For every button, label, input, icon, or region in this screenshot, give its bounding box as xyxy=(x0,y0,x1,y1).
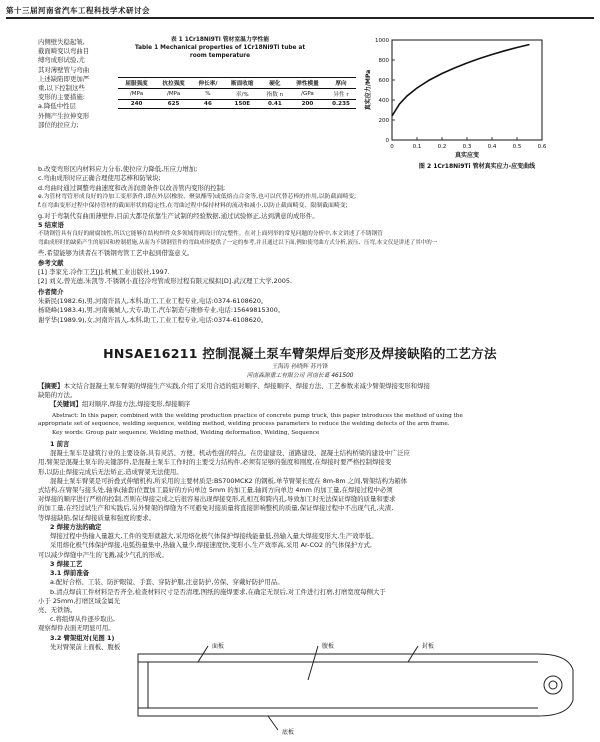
conclusion-line: 弯曲成形时的缺陷产生的原因和控制措施,从而为不锈钢管件的弯曲成形提供了一定的参考,并且通过以下面,例如使弯曲方式分析,液压、压弯,本文仅是讲述了其中的一 xyxy=(38,240,438,247)
x-tick-label: 0.5 xyxy=(512,144,522,150)
measures-b-c xyxy=(38,165,358,183)
figure-label-bottom-plate: 底板 xyxy=(282,729,295,736)
x-tick-label: 0.4 xyxy=(487,144,497,150)
subsection-heading: 3.1 焊前准备 xyxy=(50,569,90,578)
section-line: 混凝土泵车臂架是可折叠式伸缩机构,所采用的主要材质是:BS700MCK2 的钢板,单节臂架长度在 8m-8m 之间,臂架结构为箱体 xyxy=(50,476,408,485)
left-line: 部位的拉应力; xyxy=(38,120,79,129)
section-line: 观察焊件表面无明显可用。 xyxy=(38,624,115,633)
table-value-cell: 0.235 xyxy=(326,100,356,109)
table-unit-row xyxy=(118,89,356,100)
bio-heading: 作者简介 xyxy=(38,288,64,296)
figure-label-seal-plate: 封板 xyxy=(422,643,435,650)
y-tick-label: 1000 xyxy=(375,38,389,44)
section-line: 用,臂架是混凝土泵车的关键部件,是混凝土泵车工作时的主要受力结构件,必须有足够的强度和刚度,在焊接时要严格控制焊接变 xyxy=(38,458,392,467)
section-2 xyxy=(38,523,594,560)
conclusion-line: 些,希望能够为读者在不锈钢弯管工艺中起到借鉴意义。 xyxy=(38,248,194,257)
bio-item: 杨晓峰(1983.4),男,河南襄城人,大专,助工,汽车制造与维修专业,电话:15649815300。 xyxy=(38,306,285,315)
section-line: b.清点焊前工件材料是否齐全,检查材料尺寸是否清理,图纸的施焊要求,在确定无误后,对工件进行打磨,打磨宽度每侧大于 xyxy=(50,587,386,596)
keywords-label: 【关键词】 xyxy=(50,400,82,409)
table-value-cell: 46 xyxy=(192,100,224,109)
table-unit-cell: /MPa xyxy=(155,89,192,100)
section-line: 小于 25mm,打磨区域金属光 xyxy=(38,596,121,605)
pin-hole xyxy=(544,676,562,694)
section-line: 式结构,在臂架与接头处,轴承(轴套)位置加工最好的方向单边 5mm 的加工量,轴间方向单边 4mm 的加工量,在焊接过程中必须 xyxy=(38,486,393,495)
section-line: 可以减少焊缝中产生的飞溅,减少气孔的形成。 xyxy=(38,550,168,559)
table-header-cell: 抗拉强度 xyxy=(155,78,192,89)
table-header-cell: 弹性模量 xyxy=(289,78,326,89)
keywords-text: 组对顺序,焊接方法,焊接变形,焊接顺序 xyxy=(81,400,191,409)
reference-item: [2] 刘义,曾光德,朱凯等.不锈钢小直径冷弯管成形过程有限元模拟[D].武汉理工大学,2005. xyxy=(38,277,292,286)
abstract-label: 【摘要】 xyxy=(38,382,64,390)
table-header-cell: 伸长率/ xyxy=(192,78,224,89)
x-tick-label: 0.2 xyxy=(437,144,447,150)
table-caption-en-2: room temperature xyxy=(189,53,251,59)
leader-line xyxy=(268,716,278,730)
table-unit-cell: 异性 r xyxy=(326,89,356,100)
abstract-en-line: appropriate set of sequence, welding sequence, welding method, welding process parameters to reduce the welding defects of the arm frame. xyxy=(38,421,450,428)
author-bios xyxy=(38,288,594,325)
table-unit-cell: /MPa xyxy=(118,89,155,100)
bio-item: 朱新民(1982.6),男,河南许昌人,本科,助工,工业工程专业,电话:0374-6108620。 xyxy=(38,297,268,306)
x-tick-label: 0.6 xyxy=(537,144,547,150)
stress-strain-curve xyxy=(392,45,530,117)
left-line: 内侧壁失稳起皱, xyxy=(38,38,85,46)
stress-strain-figure xyxy=(362,34,594,184)
y-tick-label: 0 xyxy=(385,138,389,144)
measure-line: c.弯曲成形时应正确合理使用芯棒和防皱块; xyxy=(38,174,161,183)
section-line: a.配好合格、工装、防护眼镜、手套、穿防护服,注意防护,劳保、穿戴好防护用品。 xyxy=(50,578,284,587)
article-authors: 王海涛 孙晓辉 苏丹锋 xyxy=(272,364,328,370)
conclusion-line: 不锈钢管具有良好的耐腐蚀性,所以它能够在结构焊件众多领域得到设计的完整性。在对上面列举的常见问题的分析中,本文讲述了不锈钢管 xyxy=(38,231,383,238)
table-value-cell: 150E xyxy=(224,100,261,109)
y-axis-label: 真实应力/MPa xyxy=(365,69,372,111)
arm-frame-figure xyxy=(118,640,588,738)
y-tick-label: 200 xyxy=(378,118,389,124)
table-caption xyxy=(120,36,320,60)
bio-item: 谢学华(1989.9),女,河南许昌人,本科,助工,工业工程专业,电话:0374-6108620。 xyxy=(38,315,268,324)
measures-d-g xyxy=(38,184,594,221)
abstract-cn-line-1 xyxy=(38,382,594,391)
measure-line: b.改变弯形区内材料应力分布,使拉应力降低,压应力增加; xyxy=(38,165,198,173)
y-tick-label: 400 xyxy=(378,98,389,104)
abstract-text: 缺陷的方法。 xyxy=(38,391,77,400)
measure-line: e.为管材弯管形成良好的冷加工变形条件,即在外层(橡胶、聚氨酯等)或低熔点合金等,也可以代替芯棒的作用,以防截面畸变; xyxy=(38,194,357,201)
table-caption-cn: 表 1 1Cr18Ni9Ti 管材室温力学性能 xyxy=(170,37,270,43)
section-line: 采用熔化极气体保护焊接,电弧热量集中,热输入量少,焊接速度快,变形小,生产效率高,采用 Ar-CO2 的气体保护方式, xyxy=(50,541,372,550)
table-caption-en: Table 1 Mechanical properties of 1Cr18Ni9Ti tube at xyxy=(134,45,306,51)
table-header-cell: 屈服强度 xyxy=(118,78,155,89)
running-header: 第十三届河南省汽车工程科技学术研讨会 xyxy=(6,6,150,15)
properties-table xyxy=(118,77,356,109)
abstract-en xyxy=(38,412,594,437)
reference-item: [1] 李家光.冷作工艺[J].机械工业出版社,1997. xyxy=(38,268,170,277)
left-line: a.降低中性层 xyxy=(38,102,76,111)
references-heading: 参考文献 xyxy=(38,259,64,267)
y-tick-label: 600 xyxy=(378,78,389,84)
table-unit-cell: % xyxy=(192,89,224,100)
section-line: 先对臂架前上面板、腹板 xyxy=(50,642,121,651)
section-heading: 2 焊接方法的确定 xyxy=(50,523,102,531)
left-column-text xyxy=(38,38,112,130)
section-line: 混凝土泵车是建筑行业的主要设备,具有灵活、方便、机动性强的特点。在房建建设、道路建设、混凝土结构桥梁的建设中广泛应 xyxy=(50,449,410,458)
table-value-cell: 200 xyxy=(289,100,326,109)
measure-line: g.对于弯制代有曲面薄壁件,目前大都是依靠生产试制的经验数据,通过试验修正,达到满意的成形件。 xyxy=(38,211,319,220)
section-heading: 1 前言 xyxy=(50,440,70,448)
end-plate xyxy=(138,662,148,708)
left-line: 重,以下控制这些 xyxy=(38,84,85,93)
table-header-cell: 硬化 xyxy=(261,78,289,89)
keywords-cn-line xyxy=(38,400,594,409)
x-tick-label: 0.3 xyxy=(462,144,472,150)
conclusion-heading: 5 结束语 xyxy=(38,221,64,229)
table-value-cell: 625 xyxy=(155,100,192,109)
table-header-cell: 断面收缩 xyxy=(224,78,261,89)
section-line: 对焊接的顺序进行严格的控制,否则在焊接完成之后很容易出现焊接变形,孔相互和跨内孔,导致加工时无法保证焊缝的质量和要求 xyxy=(38,495,396,504)
x-axis-label: 真实应变 xyxy=(454,152,480,159)
references xyxy=(38,259,594,287)
section-line: c.将组焊从件逐步取出, xyxy=(50,615,116,624)
article-affiliation: 河南森源重工有限公司 河南长葛 461500 xyxy=(246,373,354,379)
measure-line: f.在弯曲变形过程中保持管材的截面形状的稳定性,在弯曲过程中保持材料的流动和减小,以防止截面畸变、限制截面畸变; xyxy=(38,203,348,210)
table-unit-cell: 率/% xyxy=(224,89,261,100)
y-tick-label: 800 xyxy=(378,58,389,64)
conclusion xyxy=(38,221,594,258)
figure-caption: 图 2 1Cr18Ni9Ti 管材真实应力-应变曲线 xyxy=(418,163,536,170)
figure-label-top-plate: 面板 xyxy=(212,643,225,650)
section-heading: 3 焊接工艺 xyxy=(50,560,83,568)
x-tick-label: 0 xyxy=(390,144,394,150)
article-title: HNSAE16211 控制混凝土泵车臂架焊后变形及焊接缺陷的工艺方法 xyxy=(103,346,497,361)
abstract-cn xyxy=(38,382,594,410)
section-line: 焊接过程中热输入量越大,工件的变形就越大,采用熔化极气体保护焊接线能量低,热输入量大焊接变形大,生产效率低。 xyxy=(50,532,378,541)
left-line: 其对薄壁管与弯曲 xyxy=(38,65,90,74)
table-value-cell: 240 xyxy=(118,100,155,109)
left-line: 外侧产生拉伸变形 xyxy=(38,111,90,120)
table-header-row xyxy=(118,78,356,89)
arm-frame-drawing xyxy=(118,640,588,738)
pin-hole-inner xyxy=(549,681,557,689)
section-line: 3.2 臂架组对(见图 1) xyxy=(50,633,115,642)
table-unit-cell: 指数 n xyxy=(261,89,289,100)
left-line: 截面畸变以弯曲目 xyxy=(38,47,90,56)
stress-strain-chart xyxy=(362,34,594,184)
figure-label-web: 腹板 xyxy=(322,643,335,650)
table-unit-cell: /GPa xyxy=(289,89,326,100)
header-rule xyxy=(6,17,594,19)
x-tick-label: 0.1 xyxy=(412,144,422,150)
abstract-text: 本文结合混凝土泵车臂架的焊接生产实践,介绍了采用合适的组对顺序、焊接顺序、焊接方法、工艺参数来减少臂架焊接变形和焊接 xyxy=(63,382,430,390)
arm-frame-outline xyxy=(138,654,573,716)
section-line: 的加工量,在经过试生产和实践后,另外臂架的焊缝为不可避免对接质量将直接影响整机的质量,保证焊接过程中不出现气孔,夹渣, xyxy=(38,504,394,513)
table-value-row xyxy=(118,100,356,109)
section-line: 亮、无铁锈。 xyxy=(38,606,77,615)
abstract-en-line: Abstract: In this paper, combined with the welding production practice of concrete pump truck, this paper introduces the method of using the xyxy=(52,413,463,419)
leader-line xyxy=(308,646,318,680)
section-3 xyxy=(38,560,594,652)
section-line: 形,以防止焊接完成后无法矫正,造成臂架无法使用。 xyxy=(38,467,183,476)
table-header-cell: 厚向 xyxy=(326,78,356,89)
keywords-en: Key words: Group pair sequence, Welding method, Welding deformation, Welding, Sequence xyxy=(52,429,320,436)
left-line: 缚弯成形试验,尤 xyxy=(38,56,85,65)
left-line: 变形的主要措施: xyxy=(38,93,85,102)
section-line: 等焊接缺陷,保证焊接质量和强度的要求。 xyxy=(38,513,156,522)
section-1 xyxy=(38,440,594,523)
left-line: 上述缺陷即更加严 xyxy=(38,74,90,83)
table-value-cell: 0.41 xyxy=(261,100,289,109)
measure-line: d.弯曲时通过调整弯曲速度和改善润滑条件以改善管内变形的控制; xyxy=(38,184,226,192)
